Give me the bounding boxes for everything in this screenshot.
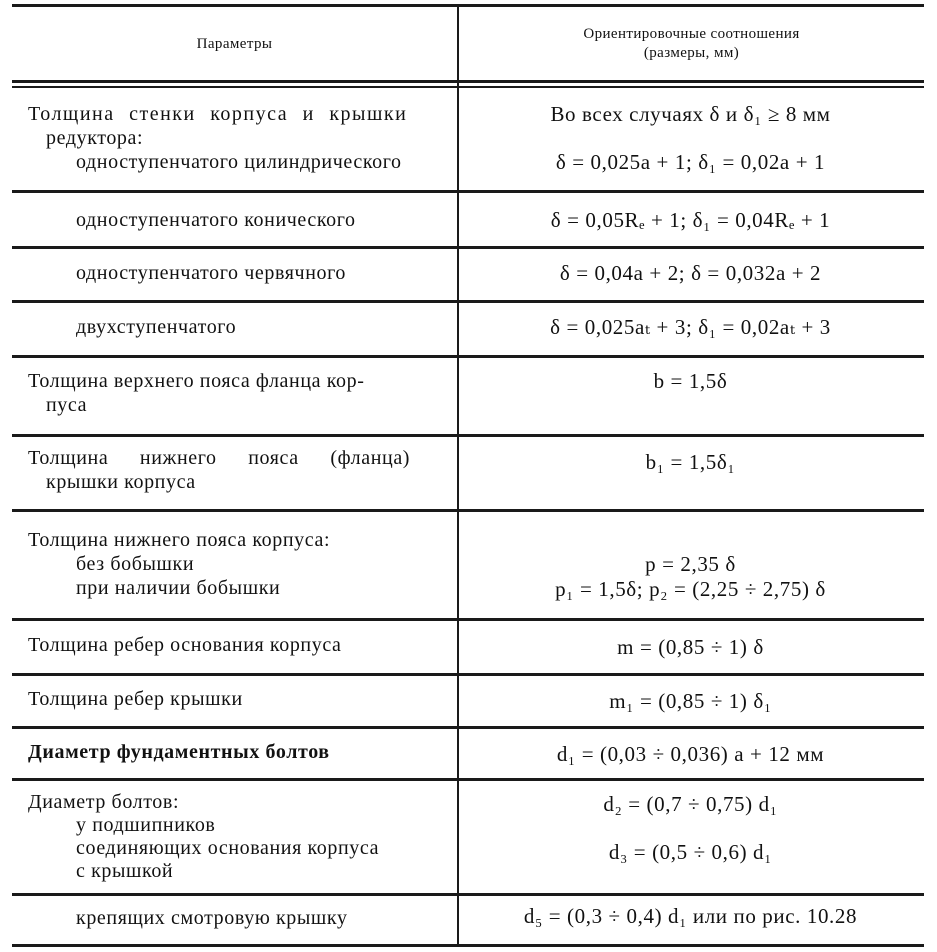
row-divider (12, 246, 924, 249)
row-divider (12, 300, 924, 303)
table-top-border (12, 4, 924, 7)
row11-value-line1: d₂ = (0,7 ÷ 0,75) d₁ (603, 792, 778, 816)
row12-value: d₅ = (0,3 ÷ 0,4) d₁ или по рис. 10.28 (523, 904, 858, 928)
row-divider (12, 434, 924, 437)
table-bottom-border (12, 944, 924, 947)
row12-param: крепящих смотровую крышку (76, 907, 348, 929)
row-divider (12, 778, 924, 781)
row7-param-line2: без бобышки (76, 553, 195, 575)
row3-param: одноступенчатого червячного (76, 262, 347, 284)
row4-value: δ = 0,025aₜ + 3; δ₁ = 0,02aₜ + 3 (550, 315, 831, 339)
row1-value-line1: Во всех случаях δ и δ₁ ≥ 8 мм (550, 102, 831, 126)
row7-value-line2: p₁ = 1,5δ; p₂ = (2,25 ÷ 2,75) δ (555, 577, 826, 601)
row4-param: двухступенчатого (76, 316, 237, 338)
row7-param-line3: при наличии бобышки (76, 577, 281, 599)
row-divider (12, 355, 924, 358)
row-divider (12, 190, 924, 193)
row1-param-line1 (28, 102, 453, 126)
row-divider (12, 86, 924, 88)
row8-value: m = (0,85 ÷ 1) δ (617, 635, 764, 659)
row7-param-line1: Толщина нижнего пояса корпуса: (28, 529, 331, 551)
row5-param-line2: пуса (46, 394, 88, 416)
row-divider (12, 673, 924, 676)
row1-param-text: Толщина стенки корпуса и крышки (28, 103, 408, 125)
row6-value: b₁ = 1,5δ₁ (645, 450, 736, 474)
header-ratios-line2: (размеры, мм) (643, 45, 740, 61)
header-params: Параметры (196, 36, 273, 52)
row11-param-line2: у подшипников (76, 814, 216, 836)
row-divider (12, 618, 924, 621)
row6-param-text: Толщина нижнего пояса (фланца) (28, 447, 411, 469)
header-ratios-line1: Ориентировочные соотношения (583, 26, 800, 42)
row1-value-line2: δ = 0,025a + 1; δ₁ = 0,02a + 1 (555, 150, 826, 174)
row11-value-line2: d₃ = (0,5 ÷ 0,6) d₁ (608, 840, 773, 864)
row-divider (12, 726, 924, 729)
row5-param-line1: Толщина верхнего пояса фланца кор- (28, 370, 365, 392)
row6-param-line2: крышки корпуса (46, 471, 196, 493)
row11-param-line4: с крышкой (76, 860, 174, 882)
row2-param: одноступенчатого конического (76, 209, 356, 231)
row10-value: d₁ = (0,03 ÷ 0,036) a + 12 мм (556, 742, 825, 766)
row11-param-line1: Диаметр болтов: (28, 791, 180, 813)
row-divider (12, 509, 924, 512)
row-divider (12, 893, 924, 896)
row9-param: Толщина ребер крышки (28, 688, 243, 710)
row3-value: δ = 0,04a + 2; δ = 0,032a + 2 (559, 261, 822, 285)
row8-param: Толщина ребер основания корпуса (28, 634, 342, 656)
row9-value: m₁ = (0,85 ÷ 1) δ₁ (609, 689, 772, 713)
row1-param-line2: редуктора: (46, 127, 144, 149)
row6-param-line1 (28, 446, 453, 470)
row2-value: δ = 0,05Rₑ + 1; δ₁ = 0,04Rₑ + 1 (550, 208, 831, 232)
row10-param: Диаметр фундаментных болтов (28, 741, 330, 763)
header-bottom-border (12, 80, 924, 83)
row5-value: b = 1,5δ (653, 369, 728, 393)
row11-param-line3: соединяющих основания корпуса (76, 837, 380, 859)
row7-value-line1: p = 2,35 δ (645, 552, 736, 576)
row1-param-line3: одноступенчатого цилиндрического (76, 151, 402, 173)
